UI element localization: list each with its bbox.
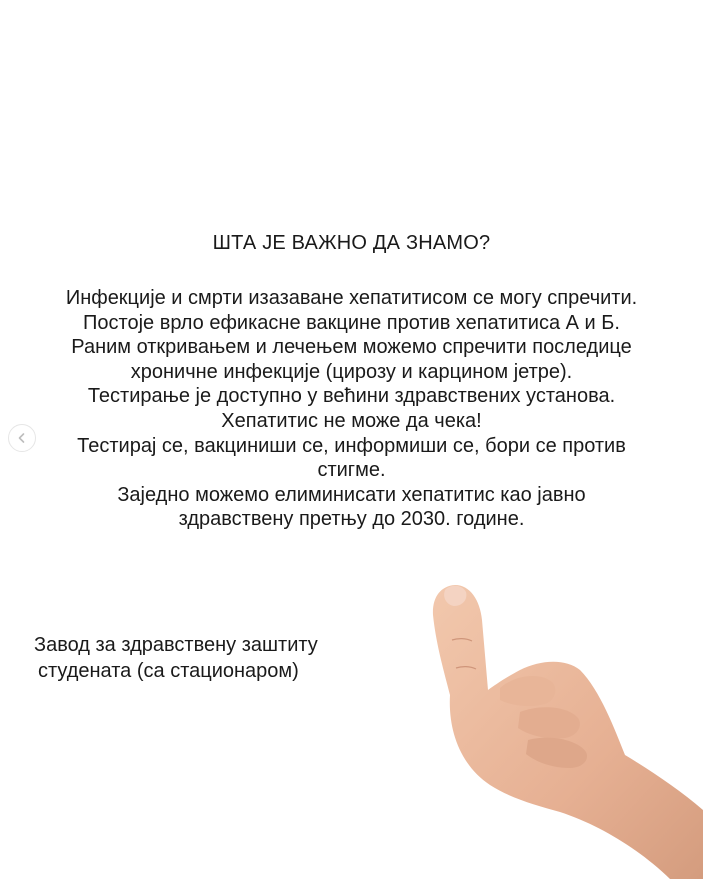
pointing-hand-image — [400, 580, 703, 879]
slide-title: ШТА ЈЕ ВАЖНО ДА ЗНАМО? — [212, 232, 491, 254]
body-line: здравствену претњу до 2030. године. — [178, 508, 525, 531]
institution-name — [34, 632, 318, 684]
body-line: Хепатитис не може да чека! — [221, 409, 482, 432]
institution-line: Завод за здравствену заштиту — [34, 634, 318, 656]
body-line: хроничне инфекције (цирозу и карцином јетре). — [130, 360, 573, 383]
body-line: Инфекције и смрти изазаване хепатитисом се могу спречити. — [65, 287, 638, 309]
body-line: Раним откривањем и лечењем можемо спречити последице — [71, 336, 632, 359]
previous-slide-button[interactable] — [8, 424, 36, 452]
institution-line: студената (са стационаром) — [38, 660, 299, 682]
body-line: Заједно можемо елиминисати хепатитис као јавно — [117, 483, 586, 506]
body-line: Тестирај се, вакциниши се, информиши се, бори се против — [77, 434, 626, 457]
body-line: Постоје врло ефикасне вакцине против хепатитиса А и Б. — [83, 311, 620, 334]
body-line: Тестирање је доступно у већини здравствених установа. — [87, 385, 616, 408]
slide-body — [0, 286, 703, 532]
body-line: стигме. — [317, 459, 386, 482]
chevron-left-icon — [16, 432, 28, 444]
